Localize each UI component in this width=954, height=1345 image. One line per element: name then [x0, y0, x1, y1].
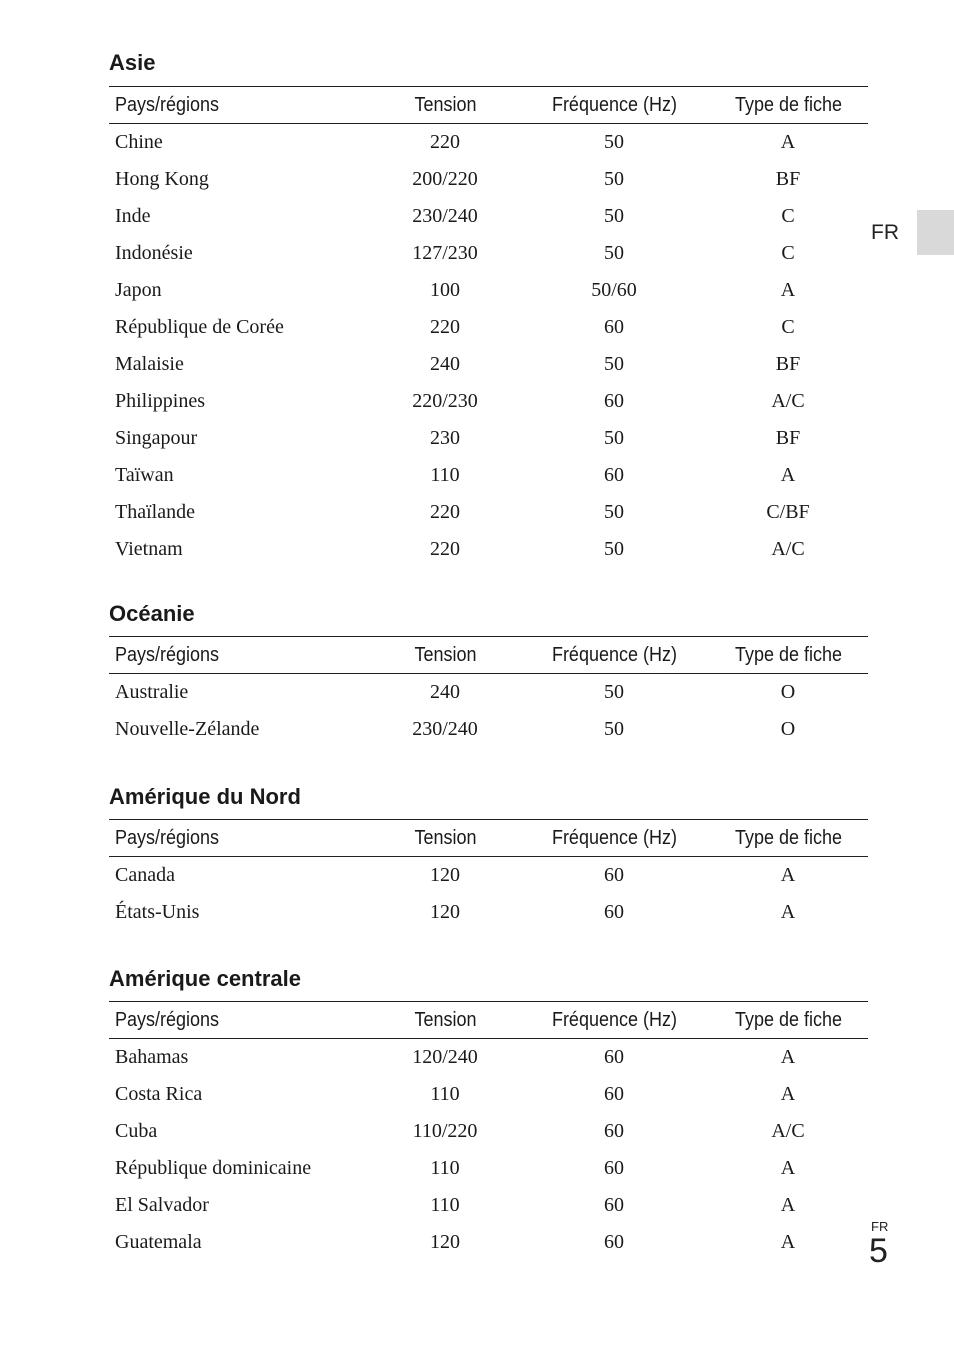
cell-plug: A: [780, 131, 796, 153]
cell-country: République dominicaine: [115, 1157, 312, 1179]
header-voltage: Tension: [370, 637, 520, 674]
cell-plug: A: [780, 279, 796, 301]
page-number: 5: [869, 1232, 888, 1270]
header-frequency: Fréquence (Hz): [520, 87, 708, 124]
cell-frequency: 60: [604, 864, 624, 886]
cell-plug: A/C: [771, 538, 805, 560]
cell-country: Hong Kong: [115, 168, 209, 190]
table-row: [109, 711, 868, 748]
cell-plug: A: [780, 1194, 796, 1216]
cell-voltage: 110/220: [412, 1120, 478, 1142]
cell-plug: A: [780, 1231, 796, 1253]
header-voltage: Tension: [370, 87, 520, 124]
cell-voltage: 240: [430, 353, 460, 375]
cell-frequency: 50: [604, 242, 624, 264]
cell-frequency: 60: [604, 390, 624, 412]
header-voltage: Tension: [370, 1002, 520, 1039]
table-header-row: [109, 820, 868, 857]
cell-country: Nouvelle-Zélande: [115, 718, 260, 740]
cell-frequency: 60: [604, 464, 624, 486]
cell-voltage: 110: [430, 1083, 460, 1105]
cell-voltage: 120: [430, 864, 460, 886]
cell-country: Chine: [115, 131, 163, 153]
table-header-row: [109, 87, 868, 124]
cell-country: Cuba: [115, 1120, 158, 1142]
cell-plug: A: [780, 1083, 796, 1105]
header-plug: Type de fiche: [708, 820, 868, 857]
cell-country: El Salvador: [115, 1194, 209, 1216]
cell-country: Bahamas: [115, 1046, 189, 1068]
section-title-amerique-du-nord: Amérique du Nord: [109, 784, 301, 809]
cell-plug: A/C: [771, 390, 805, 412]
cell-frequency: 50: [604, 205, 624, 227]
cell-country: Taïwan: [115, 464, 174, 486]
cell-plug: C/BF: [766, 501, 810, 523]
page-language-code: FR: [871, 1219, 889, 1234]
header-country: Pays/régions: [109, 1002, 370, 1039]
table-row: [109, 235, 868, 272]
cell-frequency: 50: [604, 353, 624, 375]
cell-voltage: 110: [430, 1194, 460, 1216]
cell-voltage: 230/240: [412, 205, 478, 227]
cell-plug: A: [780, 1046, 796, 1068]
cell-voltage: 200/220: [412, 168, 478, 190]
table-row: [109, 1224, 868, 1261]
section-title-amerique-centrale: Amérique centrale: [109, 966, 301, 991]
cell-plug: C: [781, 316, 795, 338]
table-amerique-centrale: [109, 1001, 868, 1261]
table-row: [109, 1150, 868, 1187]
table-row: [109, 894, 868, 931]
table-row: [109, 1187, 868, 1224]
cell-country: République de Corée: [115, 316, 284, 338]
header-voltage: Tension: [370, 820, 520, 857]
header-plug: Type de fiche: [708, 87, 868, 124]
header-frequency: Fréquence (Hz): [520, 820, 708, 857]
section-title-oceanie: Océanie: [109, 601, 195, 626]
cell-voltage: 220: [430, 316, 460, 338]
section-title-asie: Asie: [109, 50, 156, 75]
cell-frequency: 50: [604, 718, 624, 740]
cell-frequency: 60: [604, 1157, 624, 1179]
cell-plug: A/C: [771, 1120, 805, 1142]
table-header-row: [109, 637, 868, 674]
cell-plug: A: [780, 864, 796, 886]
cell-voltage: 230/240: [412, 718, 478, 740]
header-frequency: Fréquence (Hz): [520, 637, 708, 674]
cell-voltage: 110: [430, 1157, 460, 1179]
table-row: [109, 457, 868, 494]
cell-voltage: 127/230: [412, 242, 478, 264]
cell-frequency: 50: [604, 681, 624, 703]
cell-country: Vietnam: [115, 538, 183, 560]
cell-country: Canada: [115, 864, 175, 886]
table-row: [109, 383, 868, 420]
cell-country: Inde: [115, 205, 151, 227]
cell-country: Costa Rica: [115, 1083, 203, 1105]
table-row: [109, 1113, 868, 1150]
cell-frequency: 60: [604, 316, 624, 338]
cell-plug: C: [781, 242, 795, 264]
cell-plug: A: [780, 464, 796, 486]
table-header-row: [109, 1002, 868, 1039]
table-row: [109, 674, 868, 712]
cell-country: Australie: [115, 681, 189, 703]
cell-plug: A: [780, 901, 796, 923]
header-country: Pays/régions: [109, 820, 370, 857]
table-row: [109, 309, 868, 346]
table-row: [109, 420, 868, 457]
cell-plug: O: [780, 718, 796, 740]
header-country: Pays/régions: [109, 637, 370, 674]
cell-plug: O: [780, 681, 796, 703]
cell-frequency: 60: [604, 1194, 624, 1216]
cell-country: Guatemala: [115, 1231, 202, 1253]
cell-voltage: 120/240: [412, 1046, 478, 1068]
cell-frequency: 50: [604, 427, 624, 449]
cell-frequency: 50/60: [591, 279, 637, 301]
cell-plug: C: [781, 205, 795, 227]
cell-frequency: 50: [604, 538, 624, 560]
cell-voltage: 220/230: [412, 390, 478, 412]
header-frequency: Fréquence (Hz): [520, 1002, 708, 1039]
table-row: [109, 1076, 868, 1113]
cell-plug: A: [780, 1157, 796, 1179]
table-row: [109, 531, 868, 568]
header-plug: Type de fiche: [708, 637, 868, 674]
table-amerique-du-nord: [109, 819, 868, 931]
table-row: [109, 346, 868, 383]
table-row: [109, 198, 868, 235]
cell-country: États-Unis: [115, 901, 200, 923]
cell-country: Malaisie: [115, 353, 184, 375]
cell-frequency: 60: [604, 1231, 624, 1253]
cell-plug: BF: [775, 168, 801, 190]
table-row: [109, 857, 868, 895]
cell-voltage: 100: [430, 279, 460, 301]
table-asie: [109, 86, 868, 568]
cell-country: Thaïlande: [115, 501, 195, 523]
cell-country: Japon: [115, 279, 162, 301]
cell-country: Singapour: [115, 427, 198, 449]
cell-frequency: 50: [604, 501, 624, 523]
language-label: FR: [871, 221, 899, 244]
cell-voltage: 240: [430, 681, 460, 703]
cell-frequency: 50: [604, 131, 624, 153]
cell-voltage: 220: [430, 131, 460, 153]
language-tab: [917, 210, 954, 255]
table-row: [109, 272, 868, 309]
cell-frequency: 60: [604, 1083, 624, 1105]
cell-voltage: 110: [430, 464, 460, 486]
table-row: [109, 494, 868, 531]
cell-plug: BF: [775, 353, 801, 375]
cell-frequency: 60: [604, 1046, 624, 1068]
table-row: [109, 161, 868, 198]
cell-frequency: 60: [604, 901, 624, 923]
cell-frequency: 60: [604, 1120, 624, 1142]
cell-voltage: 220: [430, 538, 460, 560]
cell-voltage: 220: [430, 501, 460, 523]
header-country: Pays/régions: [109, 87, 370, 124]
table-row: [109, 1039, 868, 1077]
cell-voltage: 120: [430, 901, 460, 923]
cell-voltage: 120: [430, 1231, 460, 1253]
cell-frequency: 50: [604, 168, 624, 190]
cell-country: Indonésie: [115, 242, 193, 264]
cell-country: Philippines: [115, 390, 206, 412]
cell-plug: BF: [775, 427, 801, 449]
cell-voltage: 230: [430, 427, 460, 449]
table-oceanie: [109, 636, 868, 748]
table-row: [109, 124, 868, 162]
header-plug: Type de fiche: [708, 1002, 868, 1039]
